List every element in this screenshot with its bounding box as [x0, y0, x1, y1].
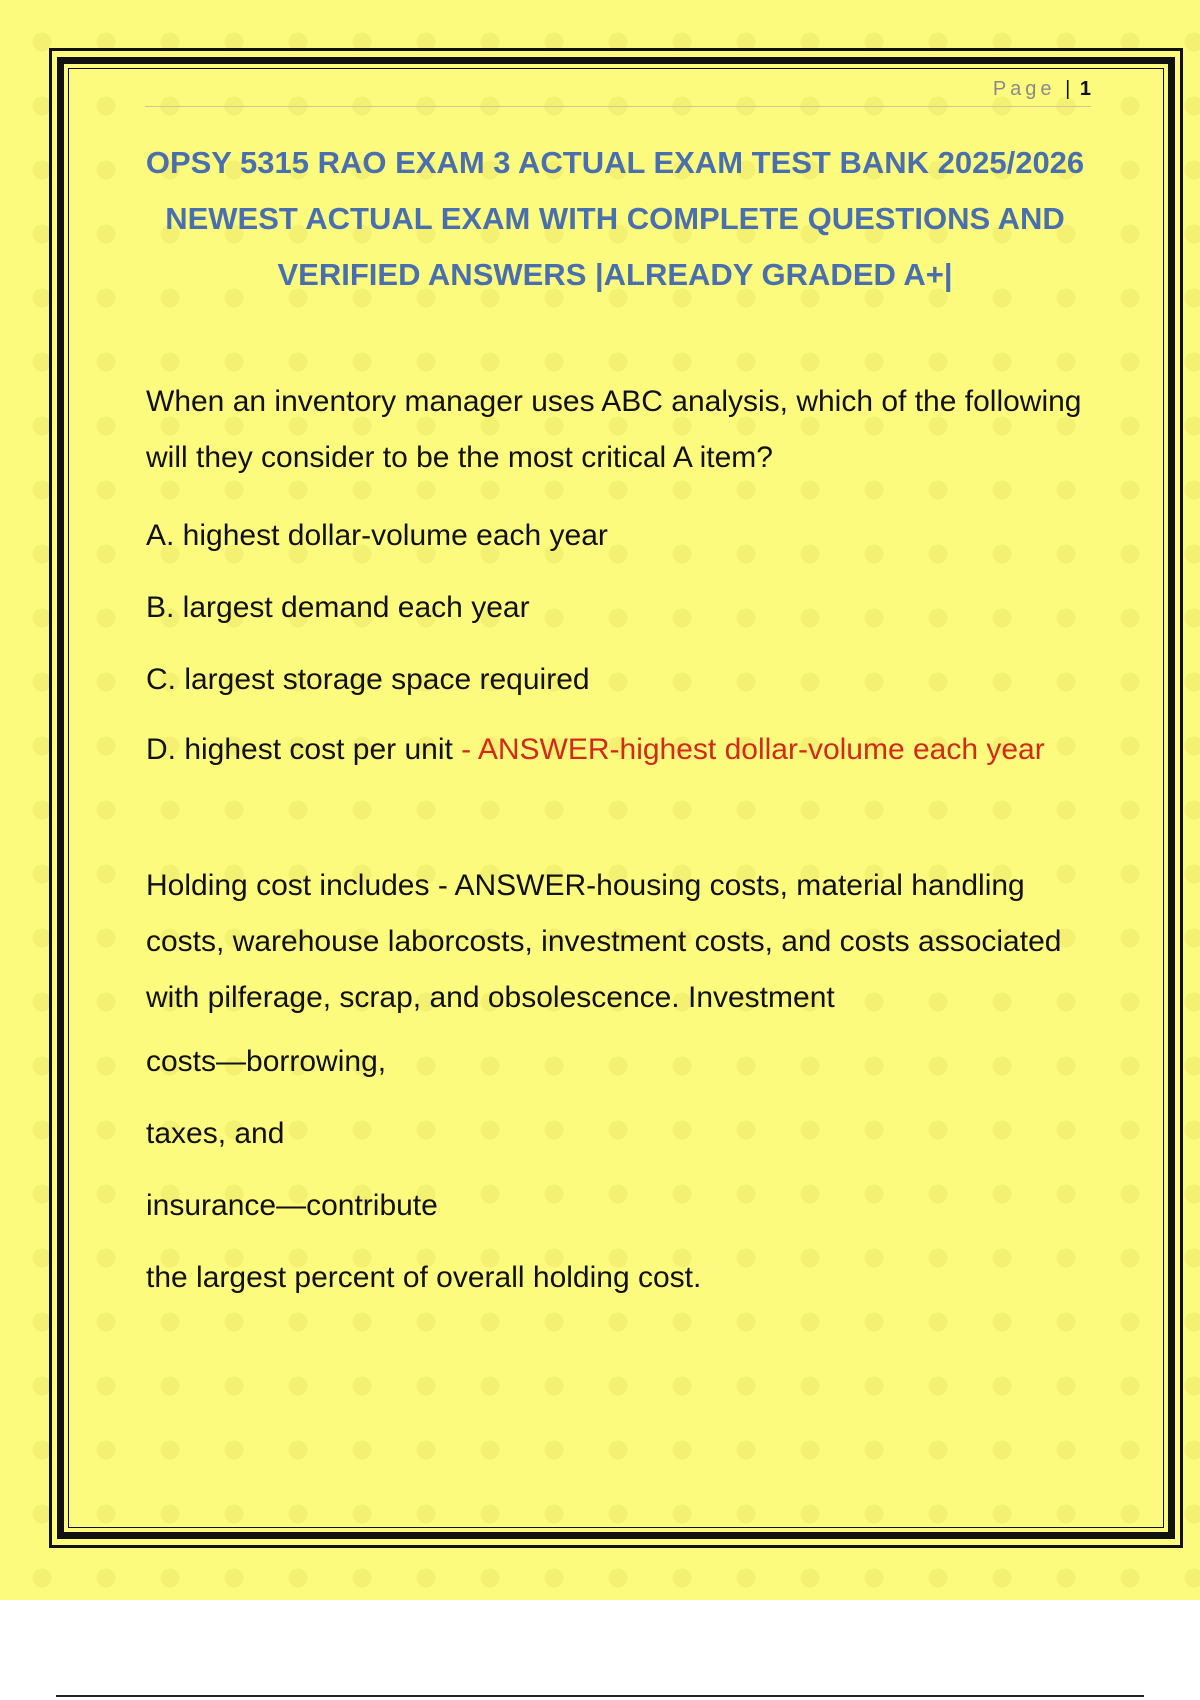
question-1-answer: - ANSWER-highest dollar-volume each year	[461, 733, 1045, 766]
document-body	[146, 374, 1086, 1314]
page-number: 1	[1079, 78, 1091, 100]
section-spacer	[146, 778, 1086, 858]
question-1-option-d: D. highest cost per unit	[146, 733, 453, 766]
question-2-line-4: insurance—contribute	[146, 1189, 438, 1222]
footer-rule	[56, 1695, 1144, 1697]
page-header	[145, 74, 1091, 107]
question-1-option-d-row	[146, 722, 1086, 778]
question-2-line-2: costs—borrowing,	[146, 1045, 387, 1078]
question-2-line-5: the largest percent of overall holding cost.	[146, 1261, 702, 1294]
question-2-line-3: taxes, and	[146, 1117, 285, 1150]
question-2-text: Holding cost includes - ANSWER-housing costs, material handling costs, warehouse laborcosts, investment costs, and costs associated with pilferage, scrap, and obsolescence. Investment	[146, 869, 1062, 1014]
question-1-option-a: A. highest dollar-volume each year	[146, 519, 608, 552]
question-1-text: When an inventory manager uses ABC analysis, which of the following will they consider to be the most critical A item?	[146, 385, 1082, 474]
page-label: Page	[992, 78, 1056, 100]
question-1-option-b: B. largest demand each year	[146, 591, 530, 624]
page-separator: |	[1065, 78, 1071, 100]
question-1-option-c: C. largest storage space required	[146, 663, 590, 696]
document-title: OPSY 5315 RAO EXAM 3 ACTUAL EXAM TEST BANK 2025/2026 NEWEST ACTUAL EXAM WITH COMPLETE QUESTIONS AND VERIFIED ANSWERS |ALREADY GRADED A+|	[145, 145, 1085, 292]
